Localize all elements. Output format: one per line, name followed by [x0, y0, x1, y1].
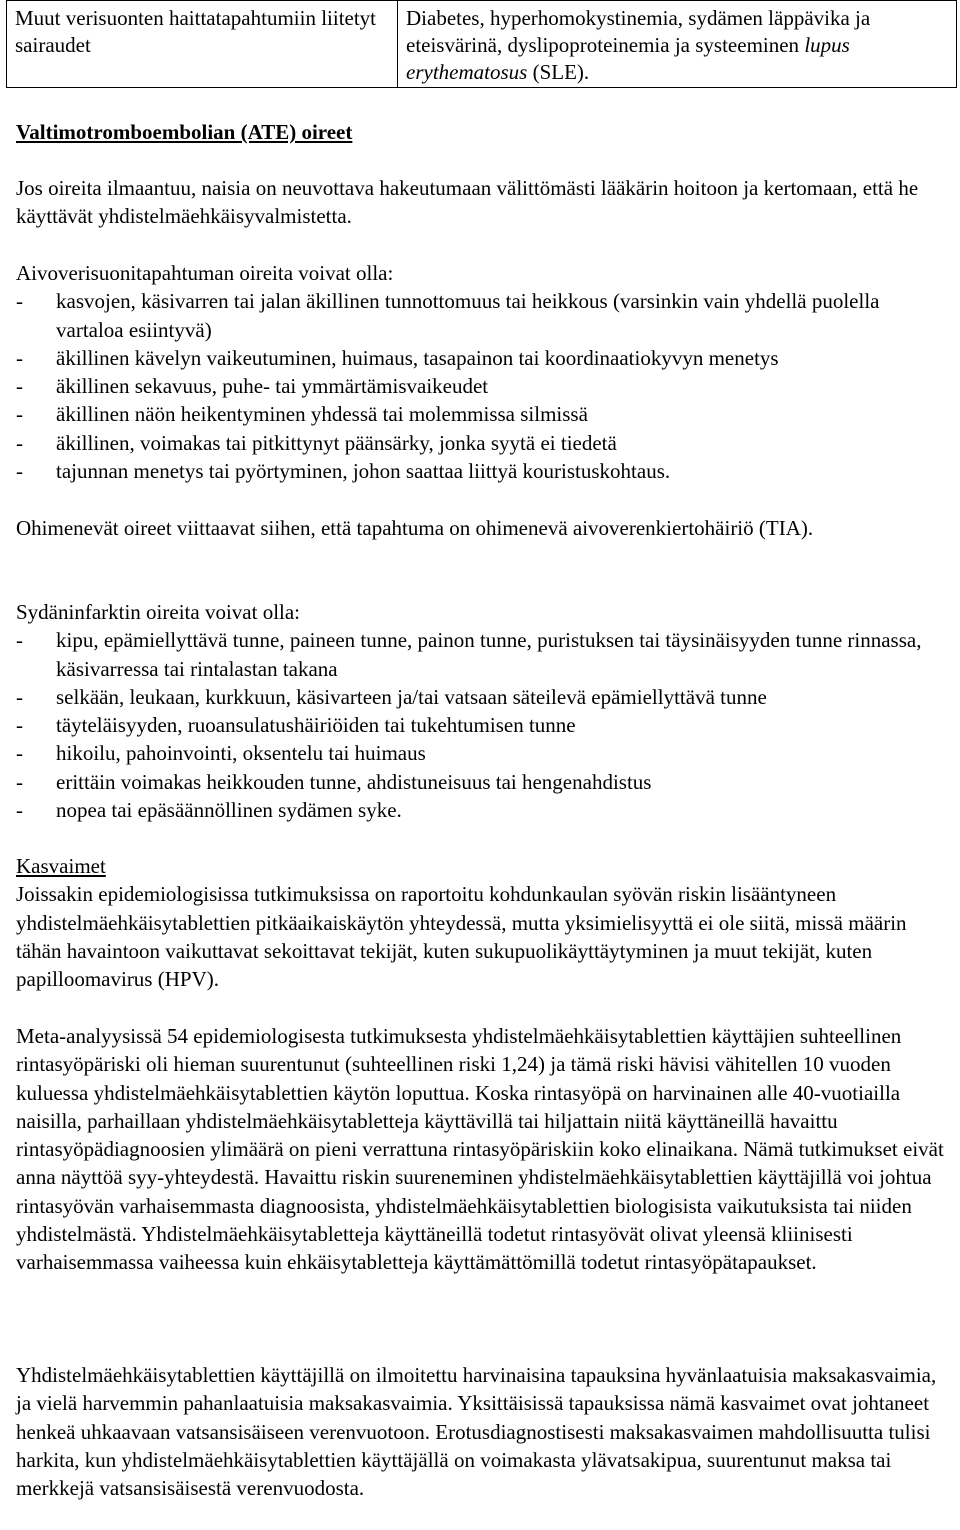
list-item: - selkään, leukaan, kurkkuun, käsivarteen ja/tai vatsaan säteilevä epämiellyttävä tunne [16, 684, 767, 709]
diseases-suffix: (SLE). [527, 60, 590, 84]
stroke-lead: Aivoverisuonitapahtuman oireita voivat olla: [16, 261, 394, 285]
list-item-text: nopea tai epäsäännöllinen sydämen syke. [56, 798, 402, 823]
list-item-text: äkillinen, voimakas tai pitkittynyt päänsärky, jonka syytä ei tiedetä [56, 430, 617, 455]
list-item-text: erittäin voimakas heikkouden tunne, ahdistuneisuus tai hengenahdistus [56, 769, 652, 794]
list-item-text: kipu, epämiellyttävä tunne, paineen tunne, painon tunne, puristuksen tai täysinäisyyden tunne rinnassa, käsivarressa tai rintalastan takana [56, 628, 922, 681]
ate-intro-text: Jos oireita ilmaantuu, naisia on neuvottava hakeutumaan välittömästi lääkärin hoitoon ja kertomaan, että he käyttävät yhdistelmäehkäisyvalmistetta. [16, 176, 919, 229]
list-item-text: kasvojen, käsivarren tai jalan äkillinen tunnottomuus tai heikkous (varsinkin vain yhdellä puolella vartaloa esiintyvä) [56, 289, 880, 342]
table-cell-condition: Muut verisuonten haittatapahtumiin liitetyt sairaudet [7, 1, 398, 88]
tumors-paragraph-3-block [16, 1361, 946, 1502]
stroke-symptoms [16, 259, 946, 485]
table-row [7, 1, 957, 88]
list-item: - tajunnan menetys tai pyörtyminen, johon saattaa liittyä kouristuskohtaus. [16, 459, 671, 484]
tumors-heading: Kasvaimet [16, 854, 106, 878]
stroke-list [16, 287, 946, 485]
ate-section [16, 118, 946, 146]
list-item-text: hikoilu, pahoinvointi, oksentelu tai huimaus [56, 741, 426, 766]
list-item: - kasvojen, käsivarren tai jalan äkillinen tunnottomuus tai heikkous (varsinkin vain yhdellä puolella vartaloa esiintyvä) [16, 289, 880, 342]
list-item: - äkillinen kävelyn vaikeutuminen, huimaus, tasapainon tai koordinaatiokyvyn menetys [16, 345, 779, 370]
list-item: - äkillinen sekavuus, puhe- tai ymmärtämisvaikeudet [16, 374, 489, 399]
list-item-text: selkään, leukaan, kurkkuun, käsivarteen ja/tai vatsaan säteilevä epämiellyttävä tunne [56, 684, 767, 709]
diseases-text: Diabetes, hyperhomokystinemia, sydämen läppävika ja eteisvärinä, dyslipoproteinemia ja systeeminen [406, 6, 871, 57]
ate-heading: Valtimotromboembolian (ATE) oireet [16, 120, 353, 144]
tumors-section [16, 852, 946, 993]
list-item: - erittäin voimakas heikkouden tunne, ahdistuneisuus tai hengenahdistus [16, 769, 652, 794]
list-item: - äkillinen, voimakas tai pitkittynyt päänsärky, jonka syytä ei tiedetä [16, 430, 617, 455]
list-item-text: täyteläisyyden, ruoansulatushäiriöiden tai tukehtumisen tunne [56, 713, 576, 738]
tumors-paragraph-2: Meta-analyysissä 54 epidemiologisesta tutkimuksesta yhdistelmäehkäisytablettien käyttäjien suhteellinen rintasyöpäriski oli hieman suurentunut (suhteellinen riski 1,24) ja tämä riski hävisi vähitellen 10 vuoden kuluessa yhdistelmäehkäisytablettien käytön loputtua. Koska rintasyöpä on harvinainen alle 40-vuotiailla naisilla, parhaillaan yhdistelmäehkäisytabletteja käyttävillä tai hiljattain niitä käyttäneillä havaittu rintasyöpädiagnoosien ylimäärä on pieni verrattuna rintasyöpäriskiin koko elinaikana. Nämä tutkimukset eivät anna näyttöä syy-yhteydestä. Havaittu riskin suureneminen yhdistelmäehkäisytablettien käyttäjillä voi johtua rintasyövän varhaisemmasta diagnoosista, yhdistelmäehkäisytablettien biologisista vaikutuksista tai niiden yhdistelmästä. Yhdistelmäehkäisytabletteja käyttäneillä todetut rintasyövät olivat yleensä kliinisesti varhaisemmassa vaiheessa kuin ehkäisytabletteja käyttämättömillä todetut rintasyöpätapaukset. [16, 1024, 944, 1275]
list-item: - nopea tai epäsäännöllinen sydämen syke. [16, 798, 402, 823]
ate-intro [16, 174, 946, 231]
tia-text: Ohimenevät oireet viittaavat siihen, että tapahtuma on ohimenevä aivoverenkiertohäiriö (TIA). [16, 516, 814, 540]
list-item-text: äkillinen näön heikentyminen yhdessä tai molemmissa silmissä [56, 402, 588, 427]
mi-lead: Sydäninfarktin oireita voivat olla: [16, 600, 301, 624]
mi-symptoms [16, 598, 946, 824]
tia-paragraph [16, 514, 946, 542]
list-item-text: äkillinen kävelyn vaikeutuminen, huimaus, tasapainon tai koordinaatiokyvyn menetys [56, 345, 779, 370]
mi-list [16, 626, 946, 824]
list-item-text: tajunnan menetys tai pyörtyminen, johon saattaa liittyä kouristuskohtaus. [56, 459, 671, 484]
list-item: - äkillinen näön heikentyminen yhdessä tai molemmissa silmissä [16, 402, 588, 427]
diseases-italic-text: lupus erythematosus [406, 33, 850, 84]
table-cell-diseases [398, 1, 957, 88]
tumors-paragraph-1: Joissakin epidemiologisissa tutkimuksissa on raportoitu kohdunkaulan syövän riskin lisääntyneen yhdistelmäehkäisytablettien pitkäaikaiskäytön yhteydessä, mutta yksimielisyyttä ei ole siitä, missä määrin tähän havaintoon vaikuttavat sekoittavat tekijät, kuten sukupuolikäyttäytyminen ja muut tekijät, kuten papilloomavirus (HPV). [16, 882, 907, 992]
list-item: - täyteläisyyden, ruoansulatushäiriöiden tai tukehtumisen tunne [16, 713, 576, 738]
tumors-paragraph-2-block [16, 1022, 946, 1277]
adverse-events-table [6, 0, 957, 88]
list-item: - kipu, epämiellyttävä tunne, paineen tunne, painon tunne, puristuksen tai täysinäisyyden tunne rinnassa, käsivarressa tai rintalastan takana [16, 628, 922, 681]
list-item: - hikoilu, pahoinvointi, oksentelu tai huimaus [16, 741, 426, 766]
list-item-text: äkillinen sekavuus, puhe- tai ymmärtämisvaikeudet [56, 374, 489, 399]
tumors-paragraph-3: Yhdistelmäehkäisytablettien käyttäjillä on ilmoitettu harvinaisina tapauksina hyvänlaatuisia maksakasvaimia, ja vielä harvemmin pahanlaatuisia maksakasvaimia. Yksittäisissä tapauksissa nämä kasvaimet ovat johtaneet henkeä uhkaavaan vatsansisäiseen verenvuotoon. Erotusdiagnostisesti maksakasvaimen mahdollisuutta tulisi harkita, kun yhdistelmäehkäisytablettien käyttäjällä on voimakasta ylävatsakipua, suurentunut maksa tai merkkejä vatsansisäisestä verenvuodosta. [16, 1363, 937, 1501]
